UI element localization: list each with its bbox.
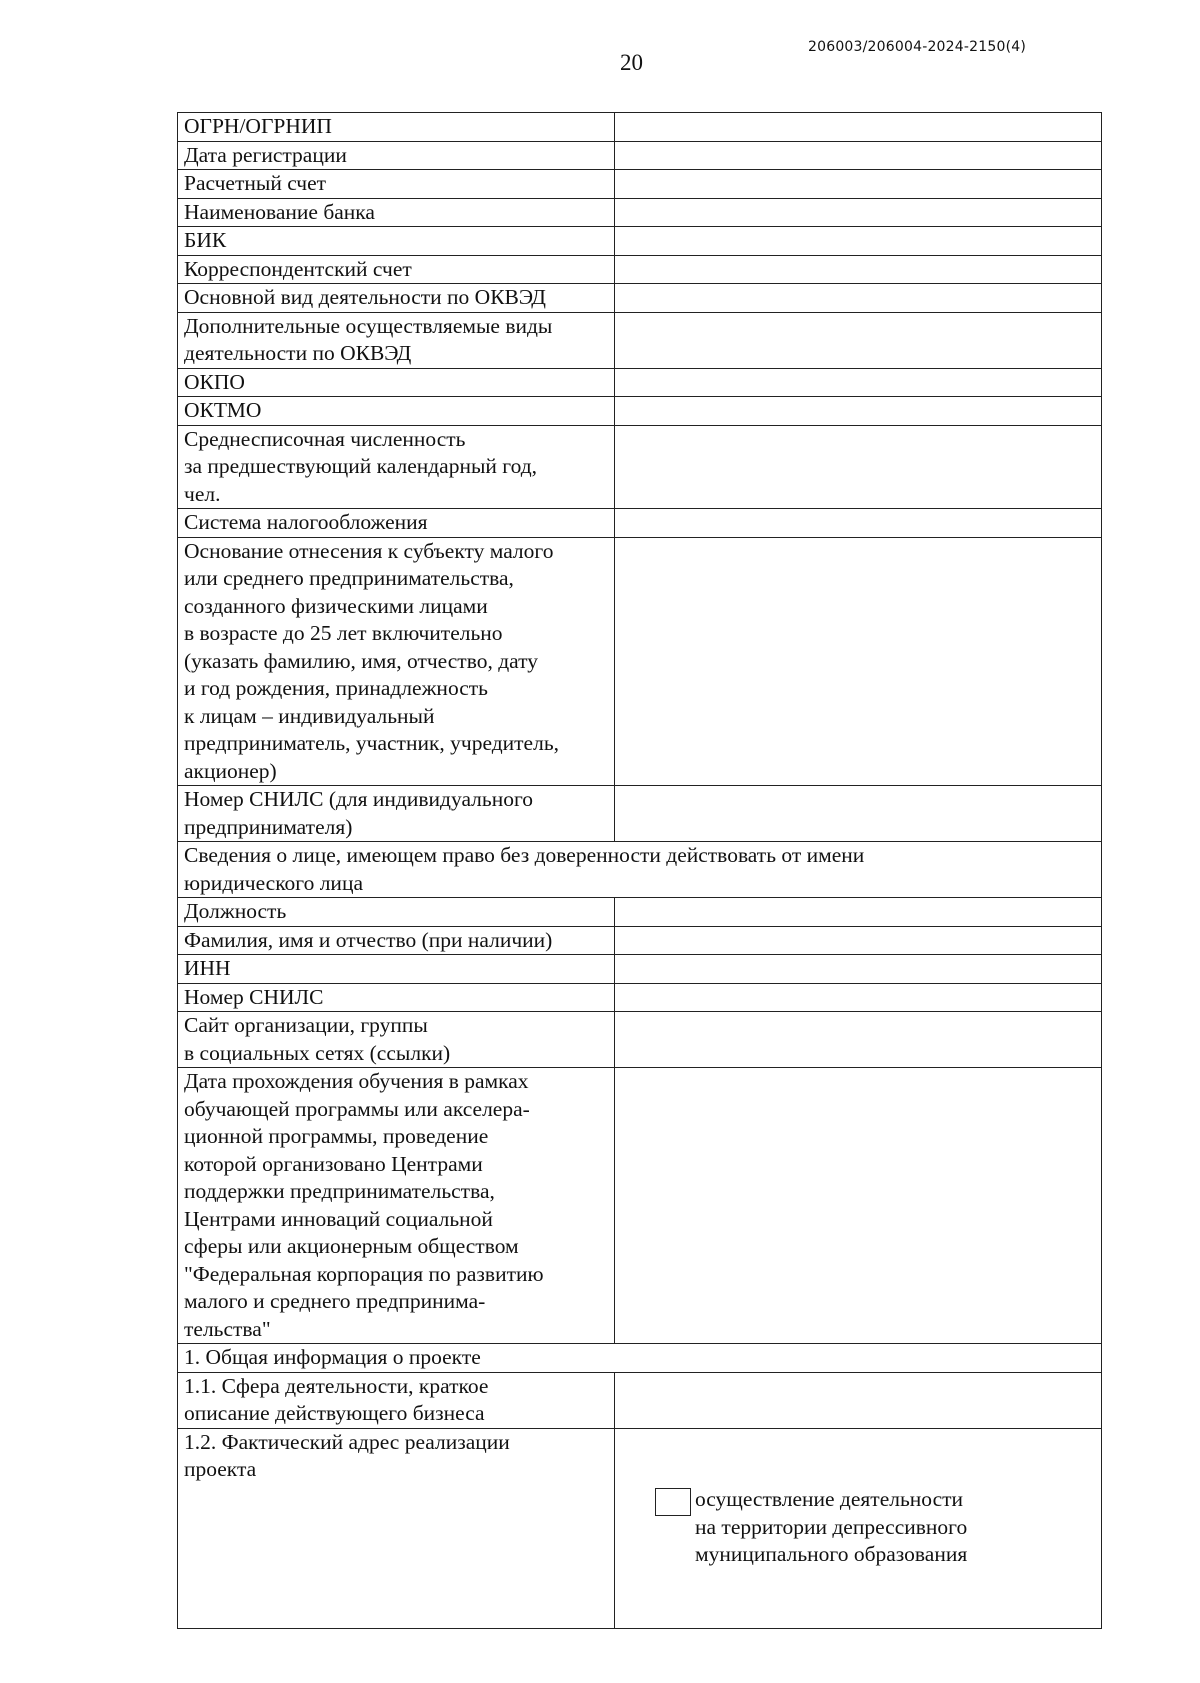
row-label: Наименование банка <box>178 198 615 227</box>
table-row <box>178 284 1102 313</box>
table-row <box>178 1068 1102 1344</box>
row-label: БИК <box>178 227 615 256</box>
row-value-cell[interactable] <box>615 926 1102 955</box>
row-label: Среднесписочная численность за предшествующий календарный год, чел. <box>178 425 615 509</box>
row-label: 1.1. Сфера деятельности, краткое описание действующего бизнеса <box>178 1372 615 1428</box>
row-value-cell[interactable] <box>615 1012 1102 1068</box>
row-value-cell[interactable] <box>615 955 1102 984</box>
row-value-cell[interactable] <box>615 509 1102 538</box>
row-label: Дата регистрации <box>178 141 615 170</box>
row-label: Основной вид деятельности по ОКВЭД <box>178 284 615 313</box>
table-row-business-sphere <box>178 1372 1102 1428</box>
row-label: Должность <box>178 898 615 927</box>
row-value-cell[interactable] <box>615 397 1102 426</box>
row-label: 1.2. Фактический адрес реализации проекта <box>178 1428 615 1629</box>
row-value-cell[interactable] <box>615 368 1102 397</box>
row-label: Корреспондентский счет <box>178 255 615 284</box>
row-value-cell[interactable] <box>615 537 1102 786</box>
row-label: Дата прохождения обучения в рамках обучающей программы или акселера- ционной программы, проведение которой организовано Центрами поддержки предпринимательства, Центрами инноваций социальной сферы или акционерным обществом "Федеральная корпорация по развитию малого и среднего предпринима- тельства" <box>178 1068 615 1344</box>
row-value-cell[interactable] <box>615 898 1102 927</box>
table-row <box>178 509 1102 538</box>
table-row <box>178 926 1102 955</box>
table-row <box>178 983 1102 1012</box>
row-label: Фамилия, имя и отчество (при наличии) <box>178 926 615 955</box>
depressed-area-checkbox[interactable] <box>655 1488 691 1516</box>
row-label: ОКПО <box>178 368 615 397</box>
row-label: Номер СНИЛС (для индивидуального предпринимателя) <box>178 786 615 842</box>
table-row <box>178 141 1102 170</box>
section-director-title: Сведения о лице, имеющем право без доверенности действовать от имени юридического лица <box>178 842 1102 898</box>
row-value-cell[interactable] <box>615 312 1102 368</box>
table-row <box>178 255 1102 284</box>
table-row <box>178 955 1102 984</box>
row-value-cell[interactable] <box>615 198 1102 227</box>
row-value-cell[interactable] <box>615 786 1102 842</box>
row-label: Дополнительные осуществляемые виды деятельности по ОКВЭД <box>178 312 615 368</box>
director-details-rows <box>178 898 1102 1344</box>
table-row <box>178 537 1102 786</box>
row-value-cell[interactable] <box>615 1068 1102 1344</box>
row-label: ОКТМО <box>178 397 615 426</box>
row-value-cell[interactable] <box>615 983 1102 1012</box>
row-label: Система налогообложения <box>178 509 615 538</box>
company-details-rows <box>178 113 1102 842</box>
depressed-area-option <box>621 1486 1095 1569</box>
table-row <box>178 198 1102 227</box>
depressed-area-checkbox-label: осуществление деятельности на территории депрессивного муниципального образования <box>695 1487 968 1566</box>
table-row-project-address <box>178 1428 1102 1629</box>
row-value-cell[interactable] <box>615 170 1102 199</box>
section-row-director <box>178 842 1102 898</box>
table-row <box>178 786 1102 842</box>
row-label: Номер СНИЛС <box>178 983 615 1012</box>
row-value-cell[interactable] <box>615 1428 1102 1629</box>
table-row <box>178 312 1102 368</box>
page-number: 20 <box>620 50 643 75</box>
application-form-table <box>177 112 1102 1629</box>
row-value-cell[interactable] <box>615 141 1102 170</box>
row-value-cell[interactable] <box>615 227 1102 256</box>
table-row <box>178 425 1102 509</box>
table-row <box>178 170 1102 199</box>
row-label: ИНН <box>178 955 615 984</box>
row-value-cell[interactable] <box>615 284 1102 313</box>
row-label: ОГРН/ОГРНИП <box>178 113 615 142</box>
row-value-cell[interactable] <box>615 113 1102 142</box>
row-label: Основание отнесения к субъекту малого или среднего предпринимательства, созданного физическими лицами в возрасте до 25 лет включительно (указать фамилию, имя, отчество, дату и год рождения, принадлежность к лицам – индивидуальный предприниматель, участник, учредитель, акционер) <box>178 537 615 786</box>
table-row <box>178 113 1102 142</box>
row-value-cell[interactable] <box>615 1372 1102 1428</box>
table-row <box>178 1012 1102 1068</box>
row-label: Сайт организации, группы в социальных сетях (ссылки) <box>178 1012 615 1068</box>
section-project-title: 1. Общая информация о проекте <box>178 1344 1102 1373</box>
row-value-cell[interactable] <box>615 425 1102 509</box>
table-row <box>178 898 1102 927</box>
row-label: Расчетный счет <box>178 170 615 199</box>
document-code: 206003/206004-2024-2150(4) <box>808 39 1026 55</box>
table-row <box>178 368 1102 397</box>
section-row-project <box>178 1344 1102 1373</box>
row-value-cell[interactable] <box>615 255 1102 284</box>
table-row <box>178 227 1102 256</box>
table-row <box>178 397 1102 426</box>
